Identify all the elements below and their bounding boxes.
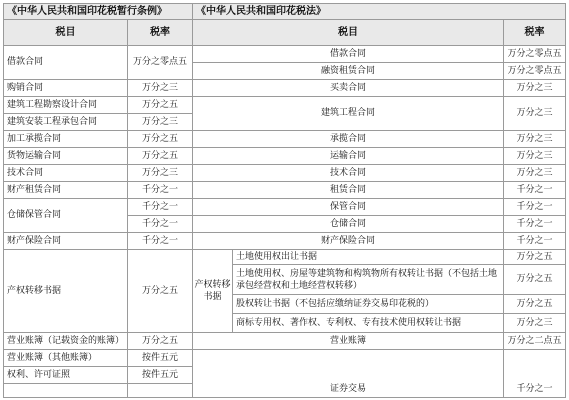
new-transfer-sub-rate: 万分之五 <box>504 250 566 265</box>
old-row-item: 营业账簿（其他账簿） <box>3 350 128 367</box>
new-row-rate: 千分之一 <box>504 199 566 216</box>
new-item-header: 税目 <box>193 20 504 46</box>
old-row-rate: 万分之五 <box>128 148 193 165</box>
new-transfer-sub-item: 商标专用权、著作权、专利权、专有技术使用权转让书据 <box>233 314 504 333</box>
new-transfer-sub-item: 股权转让书据（不包括应缴纳证券交易印花税的） <box>233 295 504 314</box>
old-empty-cell <box>3 384 128 398</box>
new-transfer-sub-rate: 万分之五 <box>504 265 566 295</box>
new-row-item: 租赁合同 <box>193 182 504 199</box>
old-row-item: 技术合同 <box>3 165 128 182</box>
new-transfer-sub-item: 土地使用权、房屋等建筑物和构筑物所有权转让书据（不包括土地承包经营权和土地经营权转移） <box>233 265 504 295</box>
new-row-rate: 万分之三 <box>504 97 566 131</box>
old-row-rate: 按件五元 <box>128 367 193 384</box>
old-row-rate: 千分之一 <box>128 233 193 250</box>
old-row-item: 仓储保管合同 <box>3 199 128 233</box>
new-row-rate: 万分之三 <box>504 148 566 165</box>
new-row-item: 财产保险合同 <box>193 233 504 250</box>
old-row-rate: 万分之三 <box>128 114 193 131</box>
old-row-rate: 万分之五 <box>128 131 193 148</box>
new-transfer-sub-item: 土地使用权出让书据 <box>233 250 504 265</box>
old-row-item: 购销合同 <box>3 80 128 97</box>
old-row-rate: 千分之一 <box>128 216 193 233</box>
old-row-rate: 万分之三 <box>128 165 193 182</box>
old-row-item: 营业账簿（记载资金的账簿） <box>3 333 128 350</box>
new-row-item: 技术合同 <box>193 165 504 182</box>
new-securities-rate: 千分之一 <box>504 350 566 398</box>
new-row-rate: 万分之三 <box>504 131 566 148</box>
new-row-rate: 千分之一 <box>504 182 566 199</box>
new-row-item: 承揽合同 <box>193 131 504 148</box>
new-ledger-item: 营业账簿 <box>193 333 504 350</box>
old-row-item: 财产租赁合同 <box>3 182 128 199</box>
old-row-item: 货物运输合同 <box>3 148 128 165</box>
new-transfer-sub-rate: 万分之五 <box>504 295 566 314</box>
new-row-item: 买卖合同 <box>193 80 504 97</box>
new-transfer-label: 产权转移书据 <box>193 250 233 333</box>
old-row-rate: 千分之一 <box>128 199 193 216</box>
new-rate-header: 税率 <box>504 20 566 46</box>
old-item-header: 税目 <box>3 20 128 46</box>
new-row-rate: 万分之三 <box>504 165 566 182</box>
old-row-item: 建筑工程勘察设计合同 <box>3 97 128 114</box>
new-transfer-sub-rate: 万分之三 <box>504 314 566 333</box>
old-row-rate: 按件五元 <box>128 350 193 367</box>
new-row-item: 运输合同 <box>193 148 504 165</box>
new-row-item: 借款合同 <box>193 46 504 63</box>
old-row-rate: 万分之三 <box>128 80 193 97</box>
old-law-title: 《中华人民共和国印花税暂行条例》 <box>3 3 193 20</box>
old-rate-header: 税率 <box>128 20 193 46</box>
new-ledger-rate: 万分之二点五 <box>504 333 566 350</box>
new-securities-item: 证券交易 <box>193 350 504 398</box>
old-row-rate: 万分之五 <box>128 97 193 114</box>
old-empty-cell <box>128 384 193 398</box>
new-row-rate: 万分之零点五 <box>504 63 566 80</box>
old-row-rate: 万分之五 <box>128 250 193 333</box>
new-row-rate: 千分之一 <box>504 233 566 250</box>
new-row-rate: 万分之零点五 <box>504 46 566 63</box>
new-row-rate: 千分之一 <box>504 216 566 233</box>
new-law-title: 《中华人民共和国印花税法》 <box>193 3 566 20</box>
old-row-item: 加工承揽合同 <box>3 131 128 148</box>
old-row-item: 财产保险合同 <box>3 233 128 250</box>
new-row-rate: 万分之三 <box>504 80 566 97</box>
old-row-rate: 千分之一 <box>128 182 193 199</box>
new-row-item: 建筑工程合同 <box>193 97 504 131</box>
old-row-rate: 万分之零点五 <box>128 46 193 80</box>
old-row-item: 借款合同 <box>3 46 128 80</box>
old-row-item: 产权转移书据 <box>3 250 128 333</box>
new-row-item: 保管合同 <box>193 199 504 216</box>
new-row-item: 仓储合同 <box>193 216 504 233</box>
new-row-item: 融资租赁合同 <box>193 63 504 80</box>
old-row-item: 建筑安装工程承包合同 <box>3 114 128 131</box>
old-row-item: 权利、许可证照 <box>3 367 128 384</box>
old-row-rate: 万分之五 <box>128 333 193 350</box>
